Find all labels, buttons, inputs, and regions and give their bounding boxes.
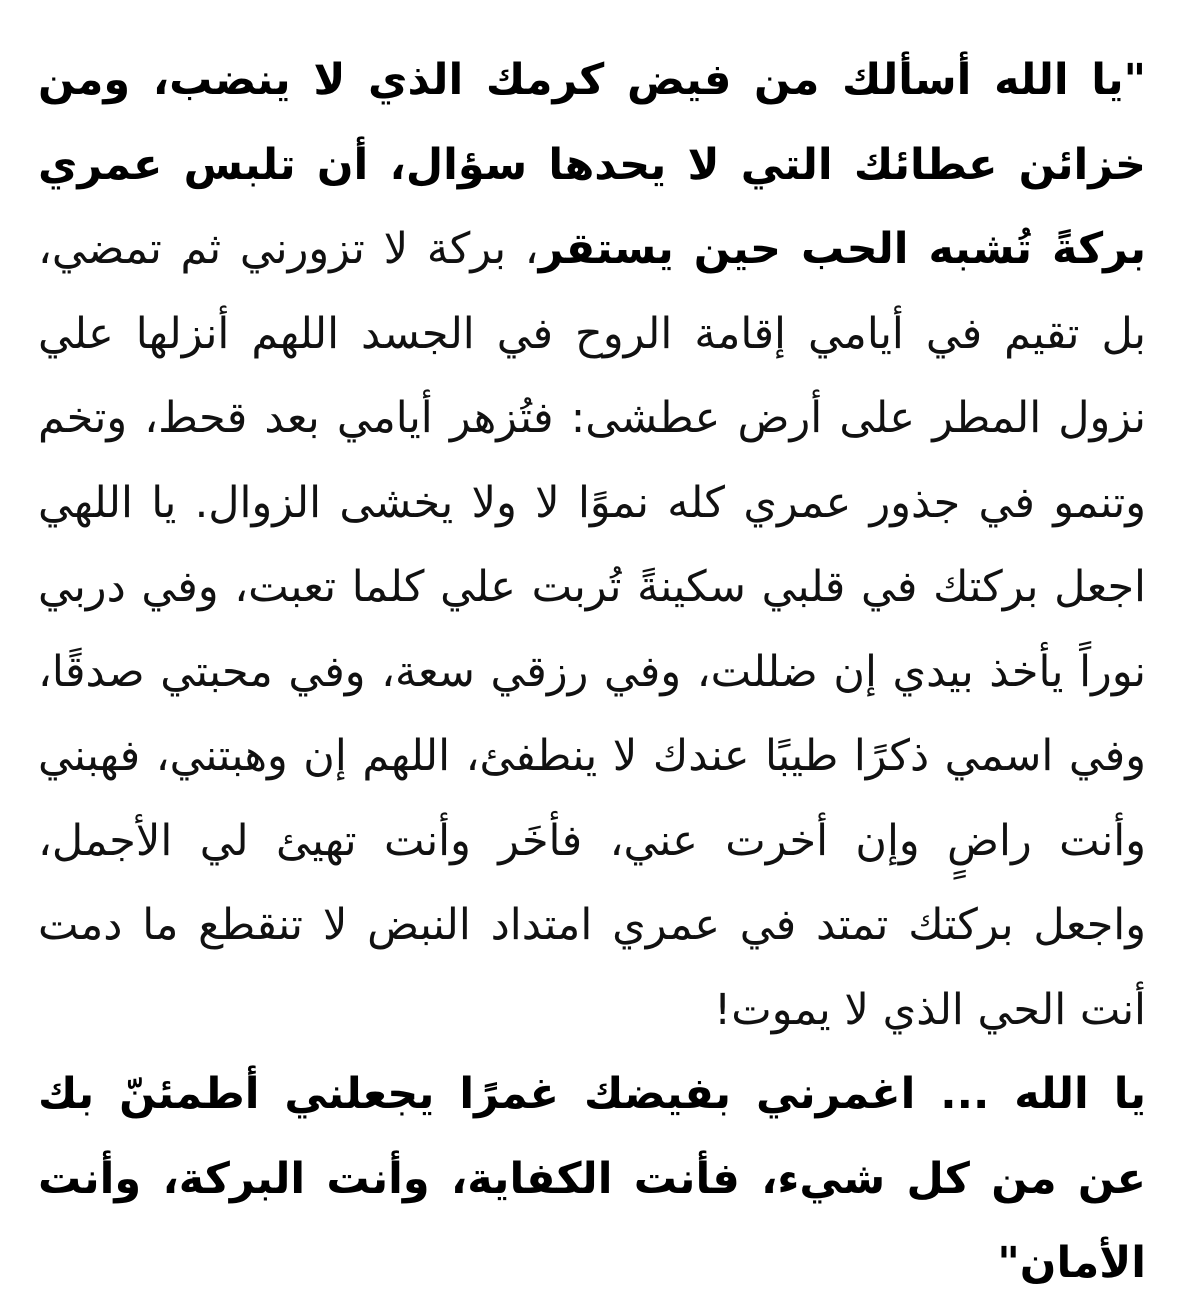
prayer-opening: "يا الله أسألك من فيض كرمك الذي لا ينضب، ومن خزائن عطائك التي لا يحدها سؤال، أن تلبس عمري بركةً تُشبه الحب حين يستقر [38, 55, 1146, 274]
prayer-closing: يا الله ... اغمرني بفيضك غمرًا يجعلني أطمئنّ بك عن من كل شيء، فأنت الكفاية، وأنت البركة، وأنت الأمان" [38, 1069, 1146, 1288]
prayer-body: ، بركة لا تزورني ثم تمضي، بل تقيم في أيامي إقامة الروح في الجسد اللهم أنزلها علي نزول المطر على أرض عطشى: فتُزهر أيامي بعد قحط، وتخم وتنمو في جذور عمري كله نموًا لا ولا يخشى الزوال. يا اللهي اجعل بركتك في قلبي سكينةً تُربت علي كلما تعبت، وفي دربي نوراً يأخذ بيدي إن ضللت، وفي رزقي سعة، وفي محبتي صدقًا، وفي اسمي ذكرًا طيبًا عندك لا ينطفئ، اللهم إن وهبتني، فهبني وأنت راضٍ وإن أخرت عني، فأخَر وأنت تهيئ لي الأجمل، واجعل بركتك تمتد في عمري امتداد النبض لا تنقطع ما دمت أنت الحي الذي لا يموت! [38, 224, 1146, 1035]
prayer-text [38, 38, 1146, 1306]
